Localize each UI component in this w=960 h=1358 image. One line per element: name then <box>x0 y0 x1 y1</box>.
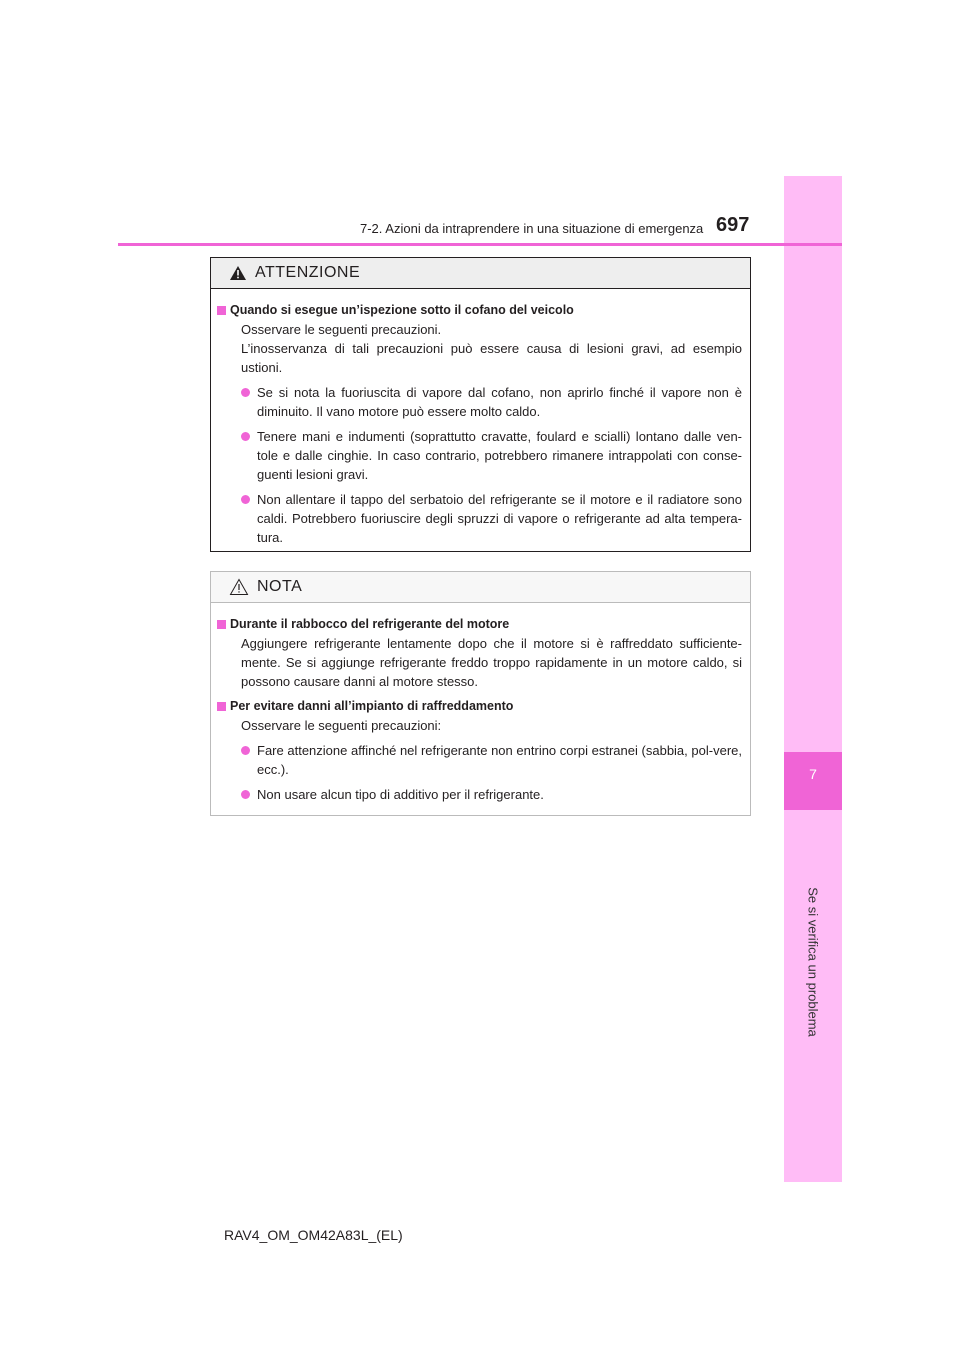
note-body <box>211 603 750 804</box>
warning-subsection-title: Quando si esegue un’ispezione sotto il cofano del veicolo <box>230 303 574 317</box>
warning-bullet <box>241 490 742 547</box>
document-code: RAV4_OM_OM42A83L_(EL) <box>224 1227 403 1243</box>
warning-bullet <box>241 383 742 421</box>
note-header <box>211 572 750 603</box>
warning-bullet-text: Non allentare il tappo del serbatoio del refrigerante se il motore e il radiatore sono caldi. Potrebbero fuoriuscire degli spruzzi di vapore o refrigerante ad alta tempera-tura. <box>257 492 742 545</box>
square-bullet-icon <box>217 306 226 315</box>
header-rule <box>118 243 842 246</box>
round-bullet-icon <box>241 746 250 755</box>
round-bullet-icon <box>241 790 250 799</box>
note-title: NOTA <box>257 578 303 595</box>
note-subsection <box>217 615 742 634</box>
note-subsection-intro: Osservare le seguenti precauzioni: <box>241 718 442 733</box>
section-title: 7-2. Azioni da intraprendere in una situazione di emergenza <box>360 221 704 236</box>
warning-body <box>211 289 750 547</box>
warning-triangle-filled-icon <box>229 265 247 281</box>
warning-title: ATTENZIONE <box>255 264 361 281</box>
note-subsection-title: Durante il rabbocco del refrigerante del motore <box>230 617 510 631</box>
note-bullet-text: Non usare alcun tipo di additivo per il refrigerante. <box>257 787 544 802</box>
chapter-number: 7 <box>809 766 817 782</box>
note-subsection-text: Aggiungere refrigerante lentamente dopo che il motore si è raffreddato sufficiente-mente. Se si aggiunge refrigerante freddo troppo rapidamente in un motore caldo, si possono causare danni al motore stesso. <box>241 636 742 689</box>
square-bullet-icon <box>217 702 226 711</box>
square-bullet-icon <box>217 620 226 629</box>
note-bullet <box>241 785 742 804</box>
note-bullet-text: Fare attenzione affinché nel refrigerante non entrino corpi estranei (sabbia, pol-vere, ecc.). <box>257 743 742 777</box>
warning-header <box>211 258 750 289</box>
warning-intro-1: Osservare le seguenti precauzioni. <box>241 322 442 337</box>
warning-bullet <box>241 427 742 484</box>
note-subsection <box>217 697 742 716</box>
warning-subsection <box>217 301 742 320</box>
page-number: 697 <box>716 214 750 236</box>
warning-intro-2: L’inosservanza di tali precauzioni può essere causa di lesioni gravi, ad esempio ustioni. <box>241 341 742 375</box>
warning-box <box>210 257 751 552</box>
note-bullet <box>241 741 742 779</box>
warning-triangle-outline-icon <box>229 578 249 596</box>
chapter-label: Se si verifica un problema <box>805 887 821 1037</box>
round-bullet-icon <box>241 388 250 397</box>
warning-bullet-text: Tenere mani e indumenti (soprattutto cravatte, foulard e scialli) lontano dalle ven-tole e dalle cinghie. In caso contrario, potrebbero rimanere intrappolati con conse-guenti lesioni gravi. <box>257 429 742 482</box>
note-box <box>210 571 751 816</box>
round-bullet-icon <box>241 432 250 441</box>
note-subsection-title: Per evitare danni all’impianto di raffreddamento <box>230 699 514 713</box>
warning-bullet-text: Se si nota la fuoriuscita di vapore dal cofano, non aprirlo finché il vapore non è diminuito. Il vano motore può essere molto caldo. <box>257 385 742 419</box>
round-bullet-icon <box>241 495 250 504</box>
